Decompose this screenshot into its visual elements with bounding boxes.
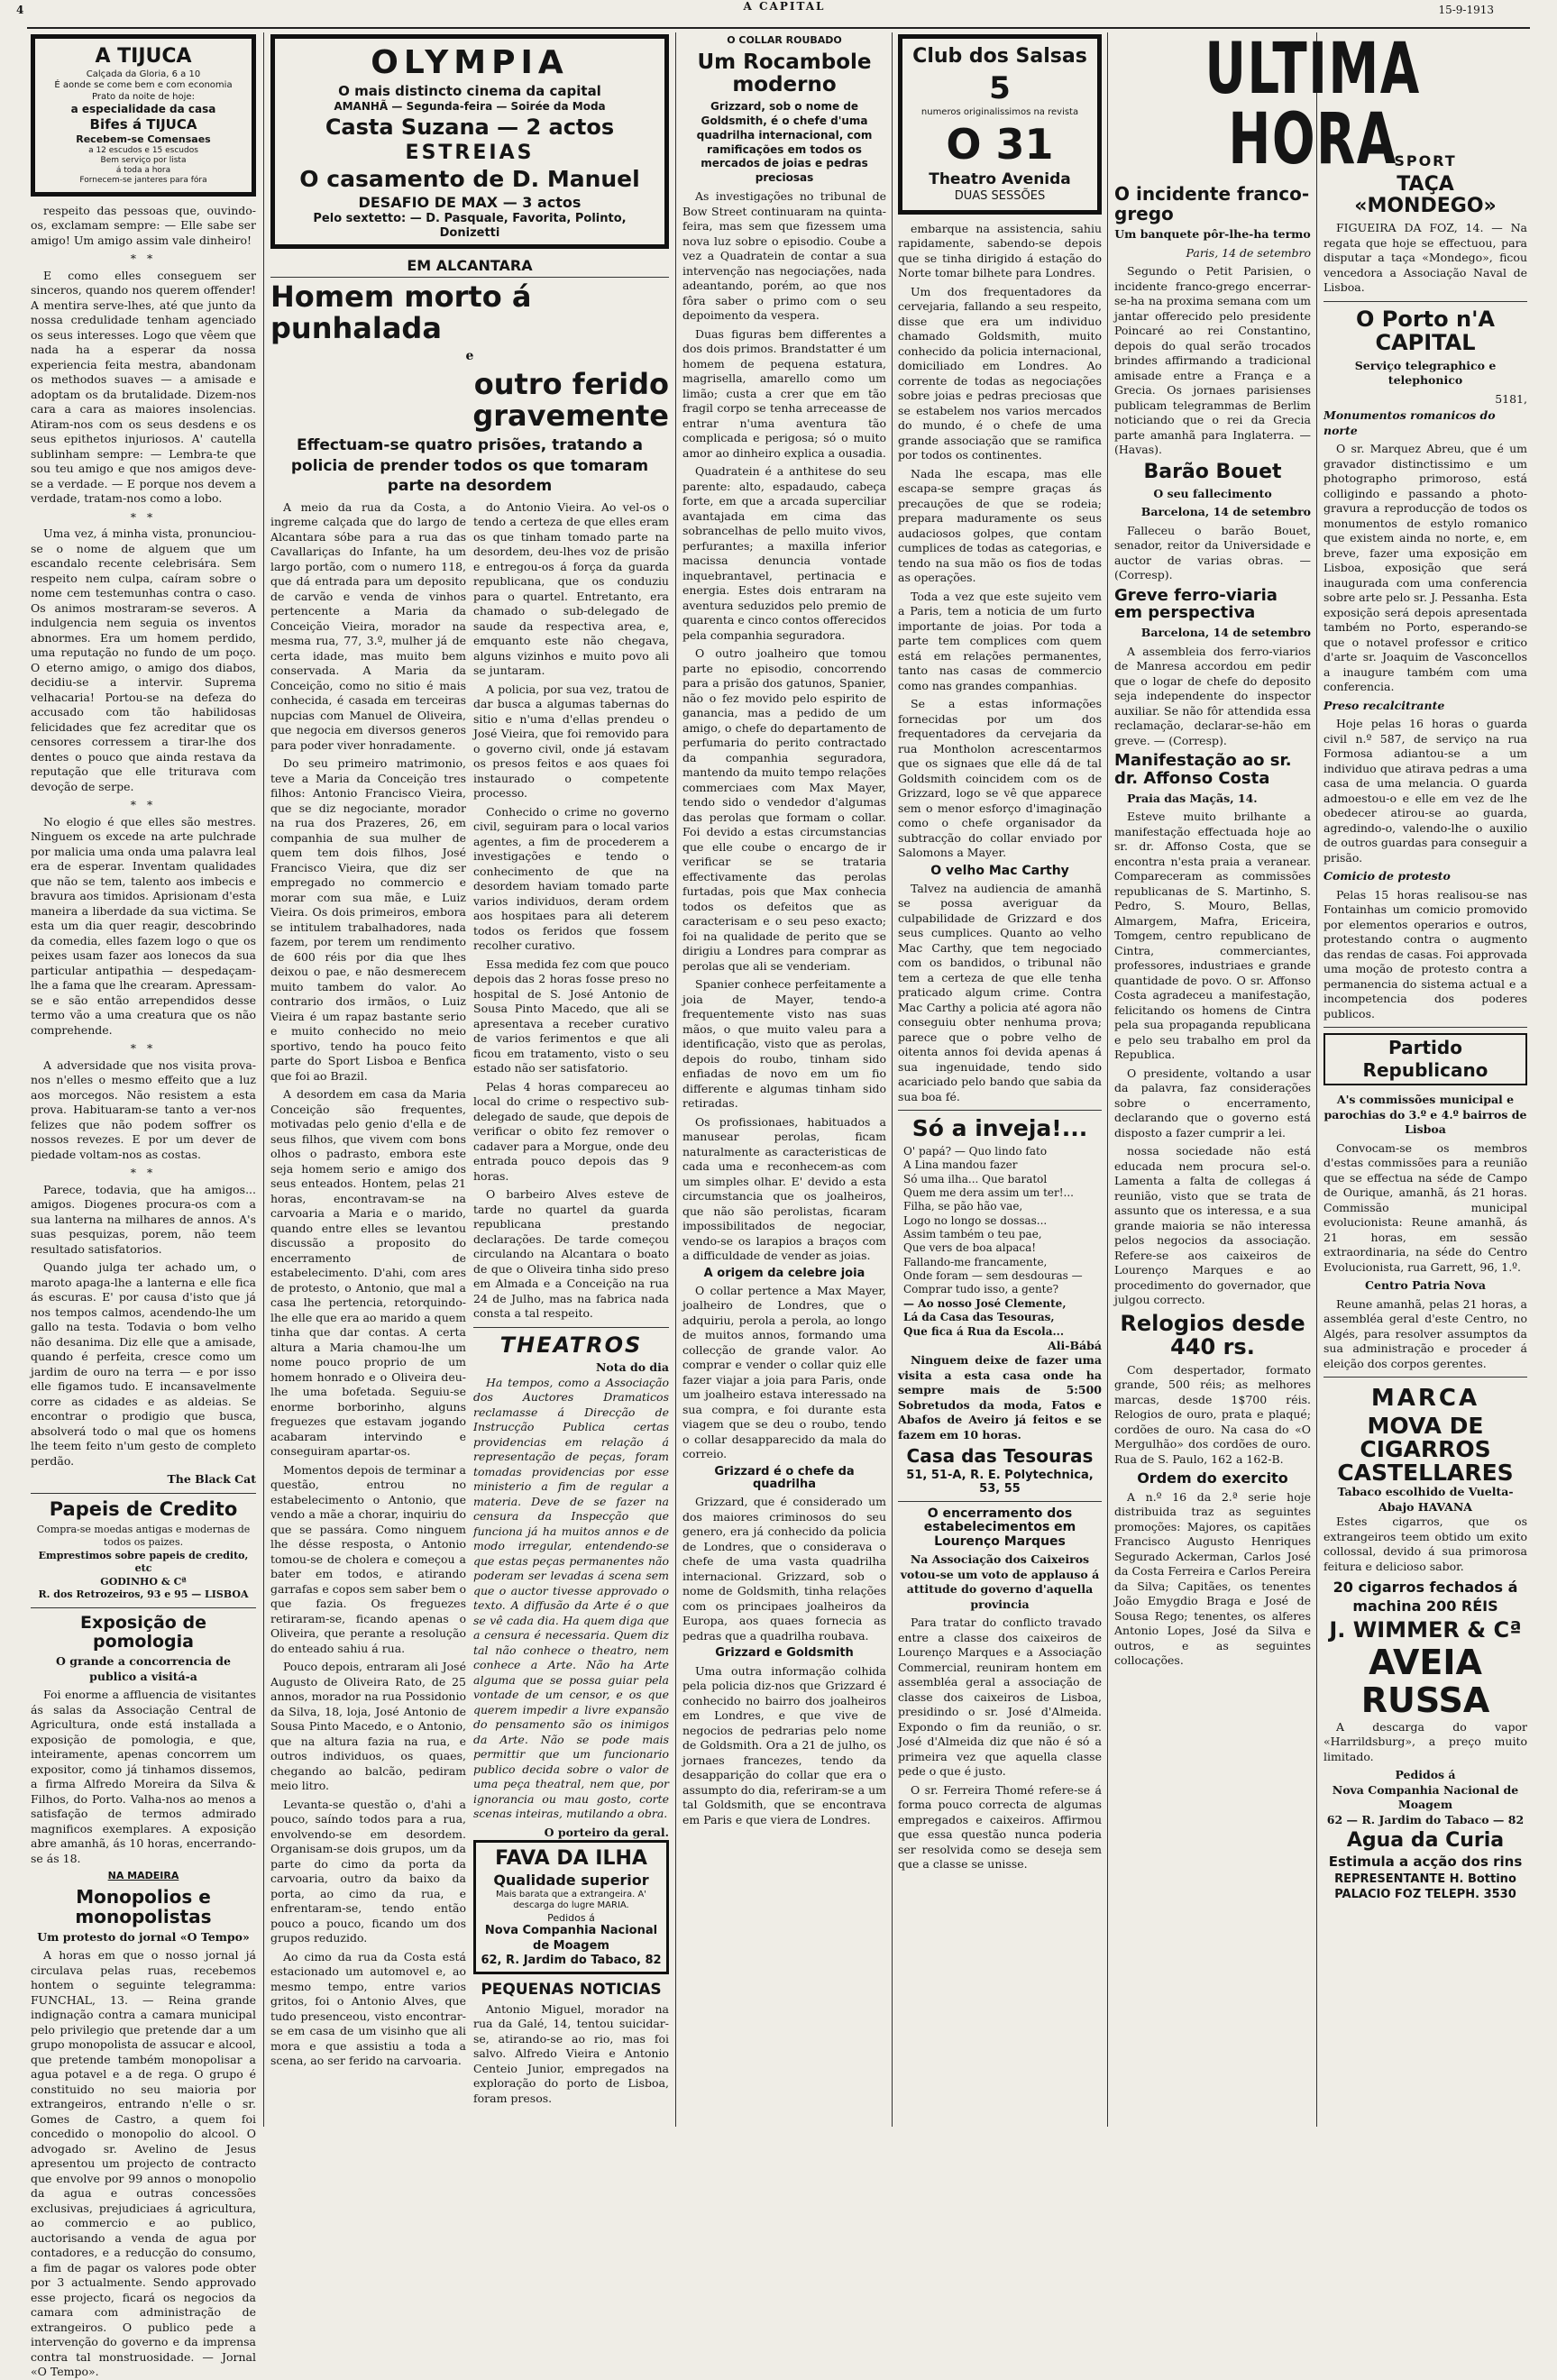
column-1 — [31, 34, 256, 2379]
exercito-body: A n.º 16 da 2.ª serie hoje distribuida traz as seguintes promoções: Majores, os capitães Francisco Augusto Henriques Segurado Ackerman, Carlos José da Costa Ferreira e Carlos Pereira da Silva; Capitães, os tenentes João Emygdio Braga e José de Sousa Rego; tenentes, os alferes Antonio Lopes, José da Silva e outros, e as seguintes collocações. — [1114, 1489, 1311, 1668]
verse-line: A Lina mandou fazer — [903, 1158, 1018, 1172]
bouet-subtitle: O seu fallecimento — [1153, 486, 1272, 500]
porto-body: O sr. Marquez Abreu, que é um gravador distinctissimo e um photographo primoroso, está colligindo e passando a photo-gravura a reproducção de todos os monumentos de estylo romanico que existem ainda no norte, e, em breve, fazer uma exposição em Lisboa, exposição que será inaugurada com uma conferencia sobre arte pelo sr. J. Pessanha. Esta exposição será depois apresentada também no Porto, esperando-se que o notavel professor e critico d'arte sr. Joaquim de Vasconcellos a inaugure também com uma conferencia. — [1323, 442, 1528, 694]
article-paragraph: O barbeiro Alves esteve de tarde no quartel da guarda republicana prestando declarações. De tarde começou circulando na Alcantara o boato de que o Oliveira tinha sido preso em Almada e a Conceição na rua 24 de Julho, mas na fabrica nada consta a tal respeito. — [473, 1187, 669, 1321]
grizzard-chefe-body: Grizzard, que é considerado um dos maiores criminosos do seu genero, era já conhecido da policia de Londres, que o considerava o chefe de uma vasta quadrilha internacional. Grizzard, sob o nome de Goldsmith, tinha relações com os principaes joalheiros da Europa, aos quaes fornecia as pedras que a quadrilha roubava. — [682, 1495, 886, 1643]
separator-stars: * * — [130, 509, 157, 524]
greve-dateline: Barcelona, 14 de setembro — [1140, 626, 1311, 640]
ad-line: R. dos Retrozeiros, 93 e 95 — LISBOA — [38, 1588, 249, 1601]
verse-line: Que vers de boa alpaca! — [903, 1241, 1037, 1255]
divider — [1323, 301, 1527, 302]
partido-body: Convocam-se os membros d'estas commissões para a reunião que se effectua na séde de Campo de Ourique, amanhã, ás 21 horas. Commissão municipal evolucionista: Reune amanhã, ás 21 horas, em sessão extraordinaria, na séde do Centro Evolucionista, rua Garrett, 96, 1.º. — [1323, 1140, 1527, 1274]
caixeiros-body: nossa sociedade não está educada nem procura sel-o. Lamenta a falta de collegas á reunião, visto que se trata de assunto que os interessa, e a sua grande maioria se não interessa pelos negocios da associação. Refere-se aos caixeiros de Lourenço Marques e ao procedimento do governador, que julgou correcto. — [1114, 1144, 1311, 1307]
lourenco-body-2: O sr. Ferreira Thomé refere-se á forma pouco correcta de algumas empregados e caixeiros. Affirmou que essa questão nunca poderia ser resolvida como se deseja sem que a classe se unisse. — [898, 1782, 1102, 1872]
ad-line: Emprestimos sobre papeis de credito, etc — [38, 1549, 249, 1575]
castellares-kicker: MARCA — [1370, 1385, 1480, 1413]
protesto-title: Comicio de protesto — [1323, 869, 1451, 883]
verse-line: Comprar tudo isso, a gente? — [903, 1283, 1059, 1296]
separator-stars: * * — [130, 798, 157, 811]
salsas-number: 5 — [989, 69, 1011, 106]
bouet-title: Barão Bouet — [1143, 460, 1282, 483]
partido-body-2: Reune amanhã, pelas 21 horas, a assembléa geral d'este Centro, no Algés, para resolver assumptos da sua administração e proceder á eleição dos corpos gerentes. — [1323, 1296, 1527, 1370]
theatros-signature: O porteiro da geral. — [544, 1825, 669, 1839]
verse-line: — Ao nosso José Clemente, — [903, 1296, 1067, 1310]
alcantara-kicker: EM ALCANTARA — [270, 256, 669, 278]
tijuca-ad — [31, 34, 256, 197]
ad-line: Compra-se moedas antigas e modernas de todos os paizes. — [36, 1523, 251, 1549]
tesouras-address: 51, 51-A, R. E. Polytechnica, 53, 55 — [906, 1469, 1094, 1496]
costa-dateline: Praia das Maçãs, 14. — [1127, 791, 1258, 805]
page-number: 4 — [16, 4, 24, 16]
ad-line: Fornecem-se janteres para fóra — [79, 176, 207, 186]
origem-title: A origem da celebre joia — [703, 1266, 866, 1280]
olympia-feature: Casta Suzana — 2 actos — [325, 114, 615, 140]
ad-line: a 12 escudos e 15 escudos — [88, 145, 198, 155]
aveia-body: A descarga do vapor «Harrildsburg», a preço muito limitado. — [1323, 1719, 1527, 1763]
column-3 — [682, 34, 886, 2126]
exercito-title: Ordem do exercito — [1137, 1469, 1288, 1488]
incidente-subtitle: Um banquete pôr-lhe-ha termo — [1114, 227, 1311, 241]
salsas-o31: O 31 — [946, 119, 1054, 169]
verse-line: Só uma ilha... Que baratol — [903, 1172, 1048, 1185]
alcantara-body-left — [270, 500, 466, 2110]
lourenco-subtitle: Na Associação dos Caixeiros votou-se um voto de applauso á attitude do governo d'aquella provincia — [900, 1552, 1100, 1611]
pomologia-subtitle: O grande a concorrencia de publico a visitá-a — [56, 1654, 231, 1683]
collar-deck: Grizzard, sob o nome de Goldsmith, é o chefe d'uma quadrilha internacional, com ramificações em todos os mercados de joias e pedras preciosas — [696, 100, 873, 185]
column-divider — [1107, 32, 1108, 2127]
incidente-body: Segundo o Petit Parisien, o incidente franco-grego encerrar-se-ha na proxima semana com um jantar offerecido pelo presidente Poincaré ao rei Constantino, depois do qual serão trocados brindes affirmando a tradicional amisade entre a França e a Grecia. Os jornaes parisienses publicam telegrammas de Berlim noticiando que o rei da Grecia parte amanhã para Inglaterra. — (Havas). — [1114, 264, 1311, 456]
article-paragraph: Nada lhe escapa, mas elle escapa-se sempre graças ás precauções de que se rodeia; prepara maduramente os seus audaciosos golpes, que contam cumplices de todas as categorias, e tendo na sua mão os fios de todas as operações. — [898, 466, 1102, 584]
verse-line: Filha, se pão hão vae, — [903, 1200, 1023, 1213]
ad-line: Bifes á TIJUCA — [89, 116, 197, 133]
ad-line: GODINHO & Cª — [100, 1575, 187, 1588]
ultima-hora-header: ULTIMA HORA — [1204, 29, 1421, 180]
partido-subtitle-2: Centro Patria Nova — [1365, 1278, 1486, 1293]
fava-ad — [473, 1840, 669, 1974]
porto-title: O Porto n'A CAPITAL — [1356, 306, 1495, 356]
salsas-subtitle: numeros originalissimos na revista — [920, 107, 1079, 117]
sport-title: TAÇA «MONDEGO» — [1354, 173, 1497, 218]
column-divider — [263, 32, 264, 2127]
divider — [898, 1110, 1102, 1111]
inveja-verse — [898, 1145, 1102, 1339]
article-paragraph: Um dos frequentadores da cervejaria, fallando a seu respeito, disse que era um individuo chamado Goldsmith, muito conhecido da policia internacional, domiciliado em Londres. Ao corrente de todas as negociações sobre joias e pedras preciosas que se estabelem nos varios mercados do mundo, é o chefe de uma grande associação que se ramifica por todos os continentes. — [898, 284, 1102, 462]
olympia-ad — [270, 34, 669, 249]
preso-body: Hoje pelas 16 horas o guarda civil n.º 587, de serviço na rua Formosa adiantou-se a um individuo que atirava pedras a uma casa de uma melancia. O guarda admoestou-o e elle em vez de lhe obedecer atirou-se ao guarda, agredindo-o, valendo-lhe o auxilio de outros guardas para conseguir a prisão. — [1323, 717, 1527, 865]
lourenco-title: O encerramento dos estabelecimentos em Lourenço Marques — [923, 1506, 1076, 1549]
collar-headline: Um Rocambole moderno — [697, 50, 872, 96]
verse-line: Que fica á Rua da Escola... — [903, 1324, 1065, 1338]
ad-line: á toda a hora — [115, 166, 171, 175]
verse-line: Onde foram — sem desdouras — — [903, 1269, 1083, 1283]
article-paragraph: embarque na assistencia, sahiu rapidamente, sabendo-se depois que se tinha dirigido á estação do Norte tomar bilhete para Londres. — [898, 221, 1102, 279]
mccarthy-body: Talvez na audiencia de amanhã se possa averiguar da culpabilidade de Grizzard e dos seus cumplices. Quanto ao velho Mac Carthy, que tem negociado com os bandidos, o tribunal não tem a certeza de que elle tenha praticado algum crime. Contra Mac Carthy a policia até agora não conseguiu obter nenhuma prova; parece que o pobre velho de oitenta annos foi devida apenas á sua ingenuidade, tendo sido acariciado pelo bando que sabia da sua boa fé. — [898, 881, 1102, 1103]
column-divider — [675, 32, 676, 2127]
bouet-body: Falleceu o barão Bouet, senador, reitor da Universidade e auctor de varias obras. — (Corresp). — [1114, 523, 1311, 582]
ad-line: Mais barata que a extrangeira. A' descarga do lugre MARIA. — [495, 1889, 647, 1911]
curia-title: Agua da Curia — [1346, 1829, 1505, 1853]
article-paragraph: Pouco depois, entraram ali José Augusto de Oliveira Rato, de 25 annos, morador na rua Possidonio da Silva, 18, loja, José Antonio de Sousa Pinto Macedo, e o Antonio, que na altura fazia na rua, e outros individuos, os quaes, chegando ao balcão, pediram meio litro. — [270, 1660, 466, 1793]
salsas-theatre: Theatro Avenida — [929, 170, 1071, 188]
article-paragraph: A policia, por sua vez, tratou de dar busca a algumas tabernas do sitio e n'uma d'ellas prendeu o José Vieira, que foi removido para o governo civil, onde já estavam os presos feitos e aos quaes foi instaurado o competente processo. — [473, 682, 669, 801]
partido-subtitle: A's commissões municipal e parochias do 3.º e 4.º bairros de Lisboa — [1323, 1093, 1527, 1137]
olympia-line: AMANHÃ — Segunda-feira — Soirée da Moda — [334, 99, 606, 113]
relogios-title: Relogios desde 440 rs. — [1120, 1310, 1305, 1360]
greve-body: A assembleia dos ferro-viarios de Manresa accordou em pedir que o logar de chefe do deposito seja independente do inspector auxiliar. Se não fôr attendida essa reclamação, declarar-se-hão em greve. — (Corresp). — [1114, 644, 1311, 747]
costa-body: Esteve muito brilhante a manifestação effectuada hoje ao sr. dr. Affonso Costa, que se encontra n'esta praia a veranear. Compareceram as commissões republicanas de S. Martinho, S. Pedro, S. Mouro, Bellas, Almargem, Mafra, Ericeira, Tomgem, centro republicano de Cintra, commerciantes, professores, industriaes e grande quantidade de povo. O sr. Affonso Costa agradeceu a manifestação, felicitando os homens de Cintra pela sua propaganda republicana e pelo seu trabalho em prol da Republica. — [1114, 810, 1311, 1062]
origem-body: O collar pertence a Max Mayer, joalheiro de Londres, que o adquiriu, perola a perola, ao longo de muitos annos, formando uma collecção de grande valor. Ao comprar e vender o collar quiz elle fazer viajar a joia para Paris, onde um joalheiro estava interessado na sua compra, e foi durante esta viagem que se deu o roubo, tendo o collar desapparecido da mala do correio. — [682, 1283, 886, 1461]
theatros-body: Ha tempos, como a Associação dos Auctores Dramaticos reclamasse á Direcção de Instrucção Publica certas providencias em relação á representação de peças, foram tomadas providencias por esse ministerio a fim de regular a materia. Deve de se fazer na censura da Inspecção que funciona já ha muitos annos e de modo irregular, entendendo-se que estas peças permanentes não poderam ser levadas á scena sem que o auctor tivesse approvado o texto. A diffusão da Arte é o que se vê cada dia. Ha quem diga que a censura é necessaria. Quem diz tal não conhece o theatro, nem conhece a Arte. Não ha Arte alguma que se possa guiar pela vontade de um censor, e os que querem impedir a livre expansão do pensamento são os inimigos da Arte. Não se pode mais permittir que um funcionario publico decida sobre o valor de uma peça theatral, nem que, por ignorancia ou mau gosto, corte scenas inteiras, mutilando a obra. — [473, 1375, 669, 1821]
separator-stars: * * — [130, 252, 157, 265]
verse-line: Assim também o teu pae, — [903, 1228, 1042, 1241]
divider — [898, 1501, 1102, 1502]
ad-line: Nova Companhia Nacional de Moagem — [1332, 1782, 1519, 1812]
article-paragraph: Os profissionaes, habituados a manusear perolas, ficam naturalmente as caracteristicas de cada uma e reconhecem-as com um simples olhar. E' devido a esta circumstancia que os joalheiros, que não são perolistas, ficaram impossibilitados de negociar, vendo-se os larapios a braços com a difficuldade de vender as joias. — [682, 1114, 886, 1263]
essay-paragraph: Quando julga ter achado um, o maroto apaga-lhe a lanterna e elle fica ás escuras. E' por causa d'isto que já nos tempos calmos, acendendo-lhe um gallo na testa. Todavia o bom velho não desanima. Diz elle que a amisade, quando é perfeita, cresce como um jardim de ouro na terra — e por isso elle figamos tudo. E incansavelmente corre as cidades e as aldeias. Se encontrar o prodigio que busca, absolverá todo o mal que os homens lhe teem feito n'um gesto de completo perdão. — [31, 1260, 256, 1468]
alcantara-body-right — [473, 500, 669, 2110]
bouet-dateline: Barcelona, 14 de setembro — [1140, 505, 1311, 519]
ad-line: Pedidos á — [1395, 1768, 1456, 1782]
ad-line: Bem serviço por lista — [100, 155, 187, 165]
incidente-dateline: Paris, 14 de setembro — [1186, 245, 1311, 260]
ad-line: Prato da noite de hoje: — [92, 91, 195, 102]
curia-representative: REPRESENTANTE H. Bottino — [1334, 1872, 1516, 1887]
ad-line: a especialidade da casa — [70, 103, 216, 115]
tijuca-title: A TIJUCA — [95, 45, 192, 68]
article-paragraph: Levanta-se questão o, d'ahi a pouco, saíndo todos para a rua, envolvendo-se em desordem. Organisam-se dois grupos, um da parte do cimo da porta da carvoaria, outro da baixo da porta, ao cimo da rua, e enfrentaram-se, tendo então pouco a pouco, ficando um dos grupos reduzido. — [270, 1797, 466, 1945]
mccarthy-title: O velho Mac Carthy — [930, 863, 1069, 878]
madeira-body: A horas em que o nosso jornal já circulava pelas ruas, recebemos hontem o seguinte telegramma: FUNCHAL, 13. — Reina grande indignação contra a camara municipal pelo privilegio que pretende dar a um grupo monopolista de assucar e alcool, que pretende também monopolisar a agua potavel e a de rega. O grupo é constituido no seu maioria por extrangeiros, entrando n'elle o sr. Gomes de Castro, a quem foi concedido o monopolio do alcool. O advogado sr. Avelino de Jesus apresentou um projecto de contracto que envolve por 99 annos o monopolio da agua e outras concessões exclusivas, prejudiciaes á agricultura, ao commercio e ao publico, auctorisando a venda de agua por contadores, e a reducção do consumo, a fim de pagar os valores pode obter por 3 actualmente. Sendo approvado esse projecto, ficará os negocios da camara com administração de extrangeiros. O publico pede a intervenção do governo e da imprensa contra tal monstruosidade. — Jornal «O Tempo». — [31, 1948, 256, 2379]
essay-paragraph: A adversidade que nos visita prova-nos n'elles o mesmo effeito que a luz aos morcegos. Não resistem a esta prova. Habituaram-se tanto a ver-nos felizes que não podem soffrer os nossos revezes. E por um dever de piedade voltam-nos as costas. — [31, 1057, 256, 1161]
porto-subtitle: Serviço telegraphico e telephonico — [1354, 358, 1497, 388]
fava-title: FAVA DA ILHA — [495, 1847, 647, 1871]
alcantara-headline-1: Homem morto á punhalada — [270, 279, 532, 346]
essay-paragraph: No elogio é que elles são mestres. Ninguem os excede na arte pulchrade por malicia uma onda uma palavra leal era de esperar. Inventam qualidades que não se tem, talento aos imbecis e bravura aos timidos. Aprisionam d'esta maneira a liberdade da sua victima. Se esta um dia quer reagir, descobrindo da comedia, elles fazem logo o que os peixes usam fazer aos lonecos da sua particular antipathia — despedaçam-lhe a fama que lhe crearam. Apressam-se e são então arrependidos desse termo vão a uma creatura que os não comprehende. — [31, 814, 256, 1037]
essay-paragraph: Parece, todavia, que ha amigos... amigos. Diogenes procura-os com a sua lanterna na milhares de annos. A's suas pesquizas, porem, não teem resultado satisfatorios. — [31, 1182, 256, 1256]
ad-line: Recebem-se Comensaes — [76, 133, 211, 145]
relogios-body: Com despertador, formato grande, 500 réis; as melhores marcas, desde 1$700 réis. Relogios de ouro, prata e plaqué; cordões de ouro. Na casa do «O Mergulhão» dos cordões de ouro. Rua de S. Paulo, 162 a 162-B. — [1114, 1362, 1311, 1466]
tesouras-ad-text: Ninguem deixe de fazer uma visita a esta casa onde ha sempre mais de 5:500 Sobretudos da moda, Fatos e Abafos de Aveiro já feitos e se fazem em 10 horas. — [898, 1353, 1102, 1442]
theatros-title: THEATROS — [499, 1332, 643, 1358]
article-paragraph: Do seu primeiro matrimonio, teve a Maria da Conceição tres filhos: Antonio Francisco Vieira, que se diz negociante, morador na rua dos Prazeres, 26, em companhia de sua mulher de quem tem dois filhos, José Francisco Vieira, que diz ser empregado no commercio e morar com sua mãe, e Luiz Vieira. Os dois primeiros, embora se intitulem trabalhadores, nada fazem, por terem um rendimento de 600 réis por dia que lhes deixou o pae, e não desmerecem muito tambem do valor. Ao contrario dos irmãos, o Luiz Vieira é um rapaz bastante serio e muito conhecido no meio sportivo, tendo ha pouco feito parte do Sport Lisboa e Benfica que foi ao Brazil. — [270, 756, 466, 1083]
ad-line: Calçada da Gloria, 6 a 10 — [86, 69, 201, 79]
porto-subtitle-2: Monumentos romanicos do norte — [1323, 408, 1496, 437]
divider — [1323, 1027, 1527, 1028]
issue-date: 15-9-1913 — [1438, 4, 1494, 16]
article-paragraph: Pelas 4 horas compareceu ao local do crime o respectivo sub-delegado de saude, que depois de verificar o obito fez remover o cadaver para a Morgue, onde deu entrada pouco depois das 9 horas. — [473, 1079, 669, 1183]
article-paragraph: Toda a vez que este sujeito vem a Paris, tem a noticia de um furto importante de joias. Por toda a parte tem complices com quem está em relações permanentes, tanto nas casas de commercio como nas grandes companhias. — [898, 589, 1102, 692]
masthead — [0, 0, 1557, 23]
divider — [31, 1607, 256, 1608]
article-paragraph: As investigações no tribunal de Bow Street continuaram na quinta-feira, mas sem que fizessem uma nova luz sobre o episodio. Coube a vez a Quadratein de contar a sua intervenção nas negociações, nada adeantando, porém, ao que nos fôra saber o primo com o seu depoimento da vespera. — [682, 189, 886, 323]
olympia-tagline: O mais distincto cinema da capital — [338, 83, 601, 99]
article-paragraph: Spanier conhece perfeitamente a joia de Mayer, tendo-a frequentemente visto nas suas mãos, o que muito valeu para a identificação, visto que as perolas, depois do roubo, tinham sido enfiadas de novo em um fio differente e algumas tinham sido retiradas. — [682, 977, 886, 1111]
inveja-title: Só a inveja!... — [911, 1115, 1088, 1142]
ad-line: 62 — R. Jardim do Tabaco — 82 — [1326, 1812, 1525, 1826]
madeira-title: Monopolios e monopolistas — [75, 1885, 212, 1927]
inveja-signature: Ali-Bábá — [1048, 1338, 1102, 1352]
pomologia-title: Exposição de pomologia — [80, 1612, 206, 1652]
verse-line: Lá da Casa das Tesouras, — [903, 1311, 1055, 1324]
article-paragraph: Se a estas informações fornecidas por um dos frequentadores da cervejaria da rua Montholon acrescentarmos que os signaes que elle dá de tal Goldsmith coincidem com os de Grizzard, logo se vê que apparece sem o menor esforço d'imaginação como o chefe organisador da subtracção do collar enviado por Salomons a Mayer. — [898, 697, 1102, 859]
noticias-title: PEQUENAS NOTICIAS — [481, 1981, 662, 2000]
goldsmith-title: Grizzard e Goldsmith — [715, 1646, 854, 1661]
column-6 — [1323, 34, 1527, 2126]
essay-paragraph: E como elles conseguem ser sinceros, quando nos querem offender! A mentira serve-lhes, até que junto da nossa credulidade tenham agenciado os seus interesses. Logo que vêem que nada ha a esperar da nossa experiencia feita mestra, abandonam os methodos suaves — a amisade e adoptam os da brutalidade. Dizem-nos cara a cara as maiores insolencias. Atiram-nos com os seus desdens e os seus epithetos injuriosos. A' cautella sublinham sempre: — Lembra-te que sou teu amigo e que nos amigos deve-se a verdade. — E porque nos devem a verdade, tratam-nos como a lobo. — [31, 268, 256, 505]
lourenco-body: Para tratar do conflicto travado entre a classe dos caixeiros de Lourenço Marques e a Associação Commercial, reuniram hontem em assembléa geral a associação de classe dos caixeiros de Lisboa, presidindo o sr. José d'Almeida. Expondo o fim da reunião, o sr. José d'Almeida diz que não é só a primeira vez que aquella classe pede o que é justo. — [898, 1616, 1102, 1779]
article-paragraph: Momentos depois de terminar a questão, entrou no estabelecimento o Antonio, que vendo a mãe a chorar, inquiriu do que se passára. Como ninguem lhe désse resposta, o Antonio tomou-se de cholera e começou a bater em todos, e atirando garrafas e copos sem saber bem o que fazia. Os freguezes retiraram-se, ficando apenas o Oliveira, que perante a resolução do enteado sahiu á rua. — [270, 1462, 466, 1655]
column-divider — [1316, 32, 1317, 2127]
ad-line: É aonde se come bem e com economia — [54, 80, 233, 90]
fava-subtitle: Qualidade superior — [493, 1871, 649, 1889]
castellares-title: MOVA DE CIGARROS CASTELLARES — [1337, 1412, 1514, 1487]
essay-signature: The Black Cat — [167, 1472, 256, 1486]
divider — [1323, 1377, 1527, 1378]
article-paragraph: Conhecido o crime no governo civil, seguiram para o local varios agentes, a fim de procederem a investigações e tendo o conhecimento de que na desordem haviam tomado parte varios individuos, deram ordem aos hospitaes para ali deterem todos os feridos que fossem recolher curativo. — [473, 804, 669, 953]
grizzard-chefe-title: Grizzard é o chefe da quadrilha — [714, 1464, 855, 1492]
noticias-body: Antonio Miguel, morador na rua da Galé, 14, tentou suicidar-se, atirando-se ao rio, mas foi salvo. Alfredo Vieira e Antonio Centeio Junior, empregados na exploração do porto de Lisboa, foram presos. — [473, 2001, 669, 2105]
alcantara-headline-and: e — [465, 349, 474, 364]
article-paragraph: Ao cimo da rua da Costa está estacionado um automovel e, ao mesmo tempo, entre varios gritos, foi o Antonio Alves, que tudo presenceou, visto encontrar-se em casa de um visinho que ali mora e que assistiu a toda a scena, ao ser ferido na carvoaria. — [270, 1949, 466, 2068]
olympia-desafio: DESAFIO DE MAX — 3 actos — [358, 193, 582, 211]
essay-paragraph: Uma vez, á minha vista, pronunciou-se o nome de alguem que um escandalo recente celebrisára. Sem respeito nem culpa, caíram sobre o nome cem testemunhas contra o caso. Os animos mostraram-se severos. A indulgencia nem seguia os inventos abnormes. Era um homem perdido, uma reputação no fundo de um poço. O eterno amigo, o amigo dos diabos, decidiu-se a intervir. Suprema velhacaria! Portou-se na defeza do accusado com tão habilidosas felicidades que fez acreditar que os censores corressem a tirar-lhe dos dentes o pouco que ainda restava da reputação que elle triturava com devoção de serpe. — [31, 526, 256, 793]
olympia-title: OLYMPIA — [371, 44, 569, 81]
costa-title: Manifestação ao sr. dr. Affonso Costa — [1114, 751, 1292, 789]
castellares-body: Estes cigarros, que os extrangeiros teem obtido um exito collossal, devido á sua primorosa feitura e delicioso sabor. — [1323, 1515, 1527, 1573]
essay-paragraph: respeito das pessoas que, ouvindo-os, exclamam sempre: — Elle sabe ser amigo! Um amigo assim vale dinheiro! — [31, 203, 256, 247]
olympia-estreias: ESTREIAS — [405, 141, 535, 164]
salsas-ad — [898, 34, 1102, 215]
sport-body: FIGUEIRA DA FOZ, 14. — Na regata que hoje se effectuou, para disputar a taça «Mondego», ficou vencedora a Associação Naval de Lisboa. — [1323, 221, 1527, 295]
sport-kicker: SPORT — [1394, 152, 1457, 169]
column-4 — [898, 34, 1102, 2126]
castellares-brand: J. WIMMER & Cª — [1329, 1616, 1522, 1643]
article-paragraph: A desordem em casa da Maria Conceição são frequentes, motivadas pelo genio d'ella e de seus filhos, que vivem com bons olhos o padrasto, embora este seja homem serio e amigo dos seus enteados. Hontem, pelas 21 horas, encontravam-se na carvoaria a Maria e o marido, quando entre elles se levantou discussão a proposito do encerramento de estabelecimento. D'ahi, com ares de protesto, o Antonio, que mal a casa lhe pertencia, retorquindo-lhe elle que era ao marido a quem tinha que dar contas. A certa altura a Maria chamou-lhe um nome pouco proprio de um homem honrado e o Oliveira deu-lhe uma bofetada. Seguiu-se enorme borborinho, alguns freguezes que estavam jogando acabaram intervindo e conseguiram apartar-os. — [270, 1087, 466, 1459]
costa-body-2: O presidente, voltando a usar da palavra, faz considerações sobre o encerramento, declarando que o governo está disposto a fazer cumprir a lei. — [1114, 1066, 1311, 1140]
separator-stars: * * — [130, 1041, 157, 1055]
alcantara-body — [270, 500, 669, 2110]
madeira-kicker: NA MADEIRA — [107, 1870, 179, 1882]
separator-stars: * * — [130, 1166, 157, 1179]
goldsmith-body: Uma outra informação colhida pela policia diz-nos que Grizzard é conhecido no bairro dos joalheiros em Londres, e que vive de negocios de pedrarias pelo nome de Goldsmith. Ora a 21 de julho, os jornaes francezes, tendo da desapparição do collar que era o assumpto do dia, referiram-se a um tal Goldsmith, que se encontrava em Paris e que viera de Londres. — [682, 1663, 886, 1826]
partido-title: Partido Republicano — [1362, 1037, 1488, 1082]
verse-line: Logo no longo se dossas... — [903, 1213, 1048, 1227]
column-2 — [270, 34, 669, 2126]
column-divider — [892, 32, 893, 2127]
theatros-subtitle: Nota do dia — [595, 1360, 669, 1375]
ad-line: Pedidos á — [547, 1911, 595, 1924]
verse-line: O' papá? — Quo lindo fato — [903, 1144, 1048, 1158]
article-paragraph: Duas figuras bem differentes a dos dois primos. Brandstatter é um homem de pequena estatura, magrisella, amarello como um limão; custa a crer que em tão fragil corpo se tenha arreceasse de entrar n'uma aventura tão complicada e perigosa; só o muito amor ao dinheiro explica a ousadia. — [682, 326, 886, 460]
article-paragraph: Essa medida fez com que pouco depois das 2 horas fosse preso no hospital de S. José Antonio de Sousa Pinto Macedo, que ali se apresentava a receber curativo de varios ferimentos e que ali ficou em tratamento, visto o seu estado não ser satisfatorio. — [473, 957, 669, 1076]
verse-line: Fallando-me francamente, — [903, 1255, 1048, 1268]
castellares-subtitle: Tabaco escolhido de Vuelta-Abajo HAVANA — [1337, 1485, 1514, 1514]
preso-title: Preso recalcitrante — [1323, 698, 1445, 712]
article-paragraph: A meio da rua da Costa, a ingreme calçada que do largo de Alcantara sóbe para a rua das Cavallariças do Infante, ha um largo portão, com o numero 118, que dá entrada para um deposito de carvão e venda de vinhos pertencente a Maria da Conceição Vieira, morador na mesma rua, 77, 3.º, mulher já de certa idade, mas muito bem conservada. A Maria da Conceição, como no sitio é mais conhecida, é casada em terceiras nupcias com Manuel de Oliveira, que negocia em diversos generos para poder viver honradamente. — [270, 499, 466, 752]
ad-line: Nova Companhia Nacional de Moagem — [484, 1924, 658, 1953]
salsas-title: Club dos Salsas — [912, 45, 1087, 68]
protesto-body: Pelas 15 horas realisou-se nas Fontainhas um comicio promovido por elementos operarios e outros, protestando contra o augmento das rendas de casas. Foi approvada uma moção de protesto contra a permanencia do sistema actual e a incompetencia dos poderes publicos. — [1323, 887, 1527, 1021]
collar-kicker: O COLLAR ROUBADO — [727, 34, 842, 46]
papeis-title: Papeis de Credito — [49, 1497, 238, 1520]
verse-line: Quem me dera assim um ter!... — [903, 1185, 1074, 1199]
newspaper-title: A CAPITAL — [743, 0, 826, 13]
article-paragraph: O outro joalheiro que tomou parte no episodio, concorrendo para a prisão dos gatunos, Spanier, não o fez movido pelo espirito de ganancia, mas a pedido de um amigo, o chefe do departamento de perfumaria do perito contractado da companhia seguradora, mantendo da muito tempo relações commerciaes com Max Mayer, tendo sido o vendedor d'algumas das perolas que formam o collar. Foi devido a estas circumstancias que elle coube o encargo de ir verificar se se trataria effectivamente das perolas furtadas, pois que Max conhecia todos os defeitos que as caracterisam e o seu peso exacto; foi na qualidade de perito que se dirigiu a Londres para comprar as perolas que ali se venderiam. — [682, 646, 886, 973]
greve-title: Greve ferro-viaria em perspectiva — [1114, 585, 1278, 623]
alcantara-headline-2: outro ferido gravemente — [472, 366, 669, 434]
article-paragraph: Quadratein é a anthitese do seu parente: alto, espadaudo, cabeça forte, em que a arcada superciliar avantajada em cima das sobrancelhas de pello muito vivos, perfurantes; a maxilla inferior macissa denuncia vontade inquebrantavel, pertinacia e energia. Estes dois entraram na aventura seduzidos pelo premio de quarenta e cinco contos offerecidos pela companhia seguradora. — [682, 464, 886, 642]
article-paragraph: do Antonio Vieira. Ao vel-os o tendo a certeza de que elles eram os que tinham tomado parte na desordem, deu-lhes voz de prisão e entregou-os á força da guarda republicana, que os conduziu para o quartel. Entretanto, era chamado o sub-delegado de saude da respectiva area, e, emquanto este não chegava, alguns vizinhos e muito povo ali se juntaram. — [473, 499, 669, 678]
divider — [473, 1327, 669, 1328]
olympia-main: O casamento de D. Manuel — [299, 166, 640, 193]
alcantara-deck: Effectuam-se quatro prisões, tratando a policia de prender todos os que tomaram parte na desordem — [290, 436, 649, 496]
partido-box — [1323, 1033, 1527, 1085]
incidente-title: O incidente franco-grego — [1114, 183, 1310, 224]
aveia-title: AVEIA RUSSA — [1360, 1643, 1490, 1721]
curia-subtitle: Estimula a acção dos rins — [1328, 1854, 1523, 1871]
porto-ref: 5181, — [1495, 391, 1527, 406]
curia-contact: PALACIO FOZ TELEPH. 3530 — [1334, 1888, 1516, 1902]
tesouras-title: Casa das Tesouras — [906, 1445, 1094, 1468]
madeira-subtitle: Um protesto do jornal «O Tempo» — [37, 1929, 250, 1944]
olympia-sextet: Pelo sextetto: — D. Pasquale, Favorita, Polinto, Donizetti — [313, 211, 627, 240]
divider — [31, 1493, 256, 1494]
castellares-price: 20 cigarros fechados á machina 200 RÉIS — [1333, 1579, 1518, 1616]
salsas-sessions: DUAS SESSÕES — [954, 189, 1046, 204]
ad-line: 62, R. Jardim do Tabaco, 82 — [481, 1953, 662, 1967]
pomologia-body: Foi enorme a affluencia de visitantes ás salas da Associação Central de Agricultura, onde está installada a exposição de pomologia, e que, inteiramente, apenas concorrem um expositor, como já tinhamos dissemos, a firma Alfredo Moreira da Silva & Filhos, do Porto. Valha-nos ao menos a satisfação de termos admirado magnificos exemplares. A exposição abre amanhã, ás 10 horas, encerrando-se ás 18. — [31, 1688, 256, 1865]
